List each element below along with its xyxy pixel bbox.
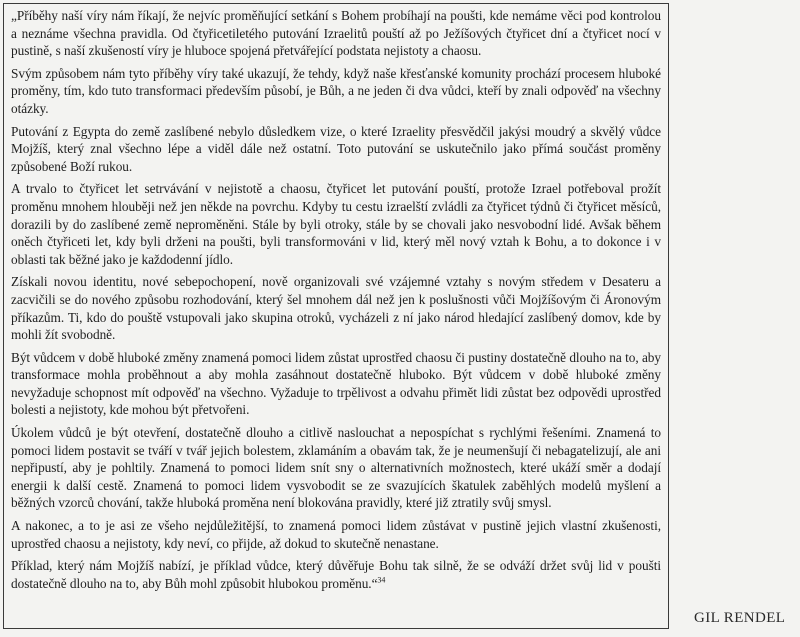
footnote-reference: 34 xyxy=(377,575,386,585)
quote-paragraph-2: Svým způsobem nám tyto příběhy víry také ukazují, že tehdy, když naše křesťanské komunity prochází procesem hluboké proměny, tím, kdo tuto transformaci především působí, je Bůh, a ne jeden či dva vůdci, kteří by znali odpověď na všechny otázky. xyxy=(11,65,661,116)
quote-paragraph-5: Získali novou identitu, nové sebepochopení, nově organizovali své vzájemné vztahy s novým středem v Desateru a zacvičili se do nového způsobu rozhodování, který šel mnohem dál než jen k poslušnosti vůči Mojžíšovým či Áronovým příkazům. Ti, kdo do pouště vstupovali jako skupina otroků, vycházeli z ní jako národ hledající zaslíbený domov, kde by mohli žít svobodně. xyxy=(11,274,661,343)
quote-box xyxy=(3,3,669,629)
quote-paragraph-6: Být vůdcem v době hluboké změny znamená pomoci lidem zůstat uprostřed chaosu či pustiny dostatečně dlouho na to, aby transformace mohla proběhnout a aby mohla zasáhnout dostatečně hluboko. Být vůdcem v době hluboké změny nevyžaduje schopnost mít odpověď na všechno. Vyžaduje to trpělivost a odvahu přimět lidi zůstat bez odpovědi uprostřed bolesti a nejistoty, kde mohou být přetvořeni. xyxy=(11,349,661,418)
author-name: GIL RENDEL xyxy=(694,610,786,626)
quote-paragraph-7: Úkolem vůdců je být otevření, dostatečně dlouho a citlivě naslouchat a nepospíchat s rychlými řešeními. Znamená to pomoci lidem postavit se tváří v tvář jejich bolestem, zklamáním a obavám tak, že je neumenšují či nebagatelizují, ale ani nepřipustí, aby je pohltily. Znamená to pomoci lidem snít sny o alternativních možnostech, které ukáží směr a dodají energii k další cestě. Znamená to pomoci lidem vysvobodit se ze svazujících škatulek zaběhlých modelů myšlení a běžných vzorců chování, takže hluboká proměna není blokována pravidly, které již ztratily svůj smysl. xyxy=(11,425,661,511)
quote-paragraph-4: A trvalo to čtyřicet let setrvávání v nejistotě a chaosu, čtyřicet let putování pouští, protože Izrael potřeboval prožít proměnu mnohem hlouběji než jen někde na povrchu. Kdyby tu cestu izraelští zvládli za čtyřicet týdnů či čtyřicet měsíců, dorazili by do zaslíbené země neproměněni. Stále by byli otroky, stále by se chovali jako nesvobodní lidé. Avšak během oněch čtyřiceti let, kdy byli drženi na poušti, byli transformováni v lid, který měl nový vztah k Bohu, a to dokonce i v oblasti tak běžné jako je každodenní jídlo. xyxy=(11,181,661,267)
quote-paragraph-9 xyxy=(11,557,661,592)
quote-paragraph-8: A nakonec, a to je asi ze všeho nejdůležitější, to znamená pomoci lidem zůstávat v pustině jejich vlastní zkušenosti, uprostřed chaosu a nejistoty, kdy neví, co přijde, až dokud to skutečně nenastane. xyxy=(11,518,661,551)
quote-paragraph-9-text: Příklad, který nám Mojžíš nabízí, je příklad vůdce, který důvěřuje Bohu tak silně, že se odváží držet svůj lid v poušti dostatečně dlouho na to, aby Bůh mohl způsobit hlubokou proměnu.“ xyxy=(11,558,661,591)
quote-paragraph-1: „Příběhy naší víry nám říkají, že nejvíc proměňující setkání s Bohem probíhají na poušti, kde nemáme věci pod kontrolou a neznáme všechna pravidla. Od čtyřicetiletého putování Izraelitů pouští až po Ježíšových čtyřicet dní a čtyřicet nocí v pustině, s naší zkušeností víry je hluboce spojená přetvářející podstata nejistoty a chaosu. xyxy=(11,8,661,59)
quote-paragraph-3: Putování z Egypta do země zaslíbené nebylo důsledkem vize, o které Izraelity přesvědčil jakýsi moudrý a skvělý vůdce Mojžíš, který znal všechno lépe a viděl dále než ostatní. Toto putování se uskutečnilo jako přímá součást proměny způsobené Boží rukou. xyxy=(11,123,661,174)
